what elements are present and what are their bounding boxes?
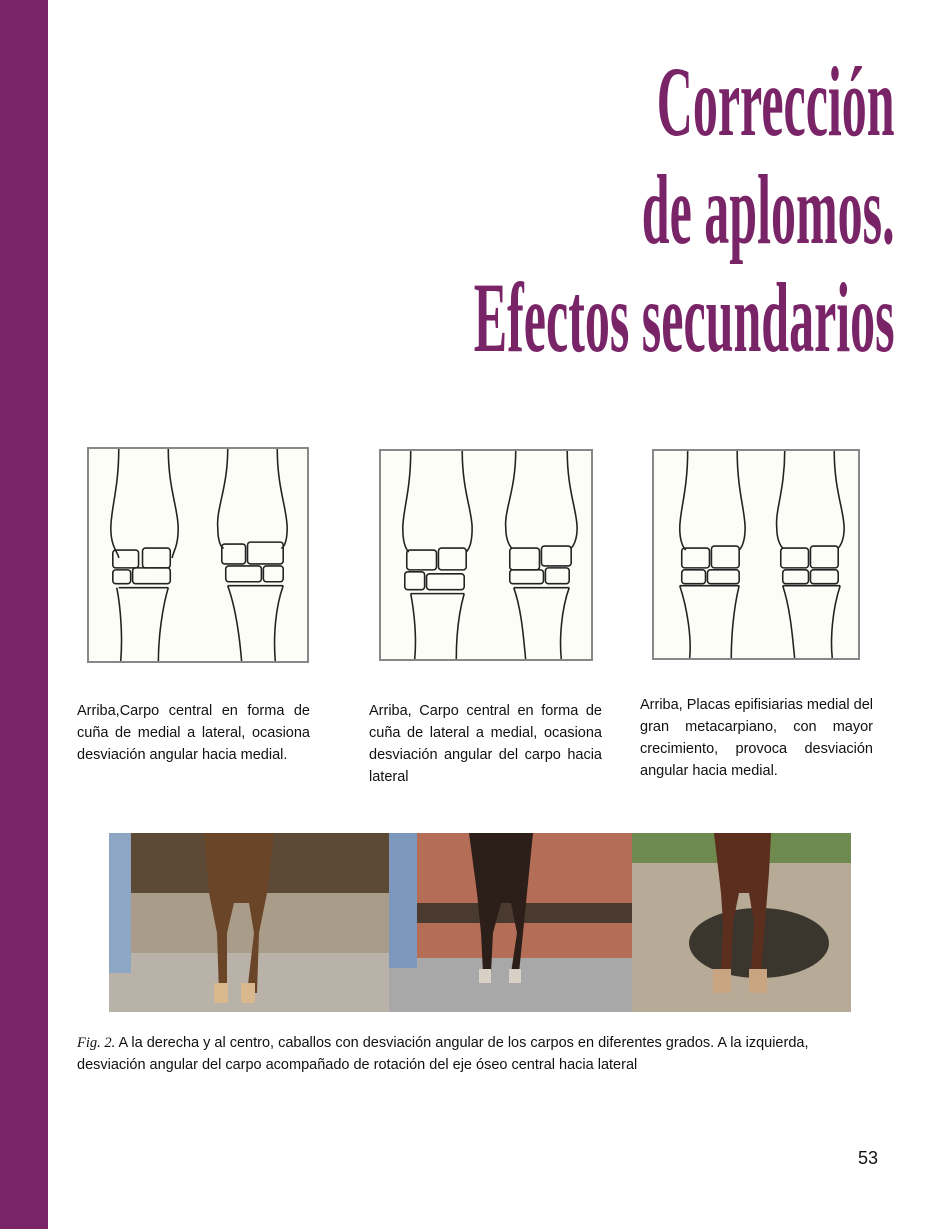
horse-photo-strip [109, 833, 851, 1012]
carpus-diagram-2 [379, 449, 593, 661]
title-line-1: Corrección [657, 46, 895, 157]
title-line-2: de aplomos. [642, 154, 895, 265]
diagram-2-caption: Arriba, Carpo central en forma de cuña de lateral a medial, ocasiona desviación angular del carpo hacia lateral [369, 703, 602, 785]
title-line-3: Efectos secundarios [474, 262, 895, 373]
diagram-3-caption: Arriba, Placas epifisiarias medial del gran metacarpiano, con mayor crecimiento, provoca desviación angular hacia medial. [640, 697, 873, 779]
side-color-bar [0, 0, 48, 1229]
carpus-diagram-3 [652, 449, 860, 660]
page-number: 53 [858, 1148, 879, 1168]
carpus-diagram-1 [87, 447, 309, 663]
page-title [53, 48, 895, 372]
figure-label: Fig. 2. [77, 1035, 116, 1051]
figure-caption [77, 1032, 837, 1076]
figure-text: A la derecha y al centro, caballos con desviación angular de los carpos en diferentes grados. A la izquierda, desviación angular del carpo acompañado de rotación del eje óseo central hacia lateral [77, 1035, 809, 1073]
diagram-1-caption: Arriba,Carpo central en forma de cuña de medial a lateral, ocasiona desviación angular hacia medial. [77, 703, 310, 763]
